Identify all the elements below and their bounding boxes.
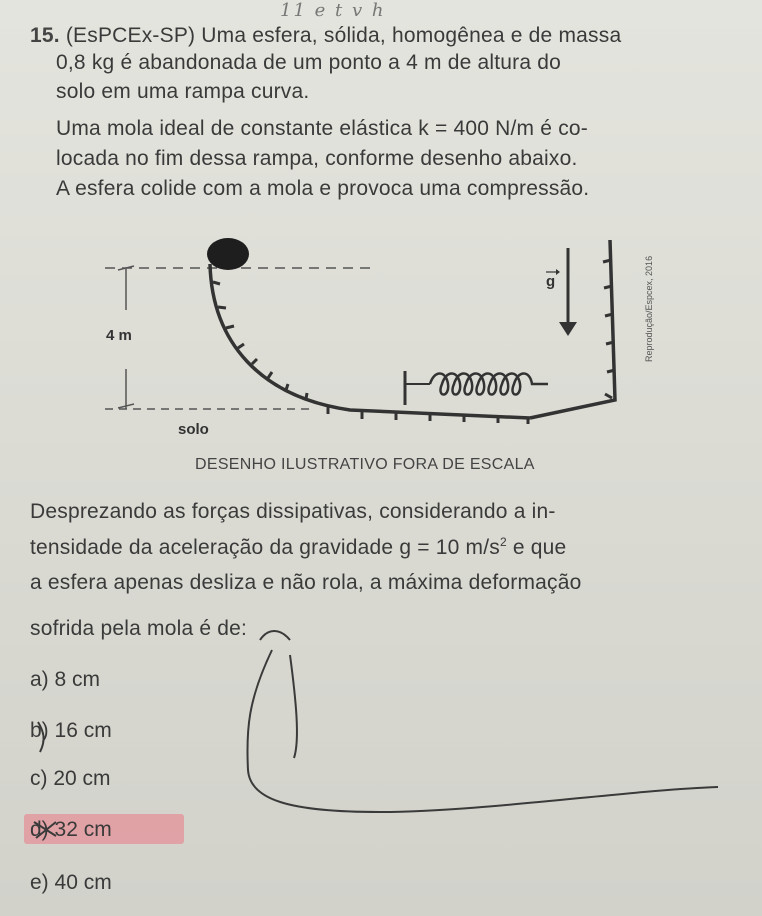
pen-loop — [247, 650, 718, 812]
question-line-10: sofrida pela mola é de: — [30, 617, 248, 640]
question-line-9: a esfera apenas desliza e não rola, a máxima deformação — [30, 571, 582, 594]
question-text-8: tensidade da aceleração da gravidade g = 10 m/s — [30, 536, 500, 559]
option-letter: c) — [30, 767, 48, 790]
pen-tick — [260, 631, 290, 640]
pen-line — [290, 655, 297, 758]
question-text-8-suffix: e que — [506, 536, 567, 559]
ground-label: solo — [178, 421, 209, 438]
option-text: 40 cm — [54, 871, 112, 894]
question-line-5: locada no fim dessa rampa, conforme desenho abaixo. — [56, 147, 578, 170]
pen-mark-d — [34, 822, 56, 838]
diagram-caption: DESENHO ILUSTRATIVO FORA DE ESCALA — [195, 456, 535, 473]
question-line-7: Desprezando as forças dissipativas, considerando a in- — [30, 500, 556, 523]
handwritten-scribble: 11 e t v h — [280, 0, 386, 21]
option-text: 16 cm — [54, 719, 112, 742]
question-line-6: A esfera colide com a mola e provoca uma compressão. — [56, 177, 590, 200]
option-letter: a) — [30, 668, 49, 691]
height-label: 4 m — [106, 327, 132, 344]
question-line-2: 0,8 kg é abandonada de um ponto a 4 m de altura do — [56, 51, 562, 74]
question-line-4: Uma mola ideal de constante elástica k = 400 N/m é co- — [56, 117, 588, 140]
question-text-1: (EsPCEx-SP) Uma esfera, sólida, homogênea e de massa — [65, 24, 622, 47]
option-letter: b) — [30, 719, 49, 742]
option-text: 8 cm — [54, 668, 101, 691]
option-letter: d) — [30, 818, 49, 841]
question-line-3: solo em uma rampa curva. — [56, 80, 310, 103]
option-text: 32 cm — [54, 818, 112, 841]
unit-exponent: 2 — [499, 535, 507, 549]
question-number: 15. — [30, 24, 60, 47]
image-credit: Reprodução/Espcex, 2016 — [644, 255, 654, 362]
gravity-label: g — [546, 273, 556, 290]
option-text: 20 cm — [53, 767, 111, 790]
option-letter: e) — [30, 871, 49, 894]
pen-mark-b — [38, 722, 44, 752]
